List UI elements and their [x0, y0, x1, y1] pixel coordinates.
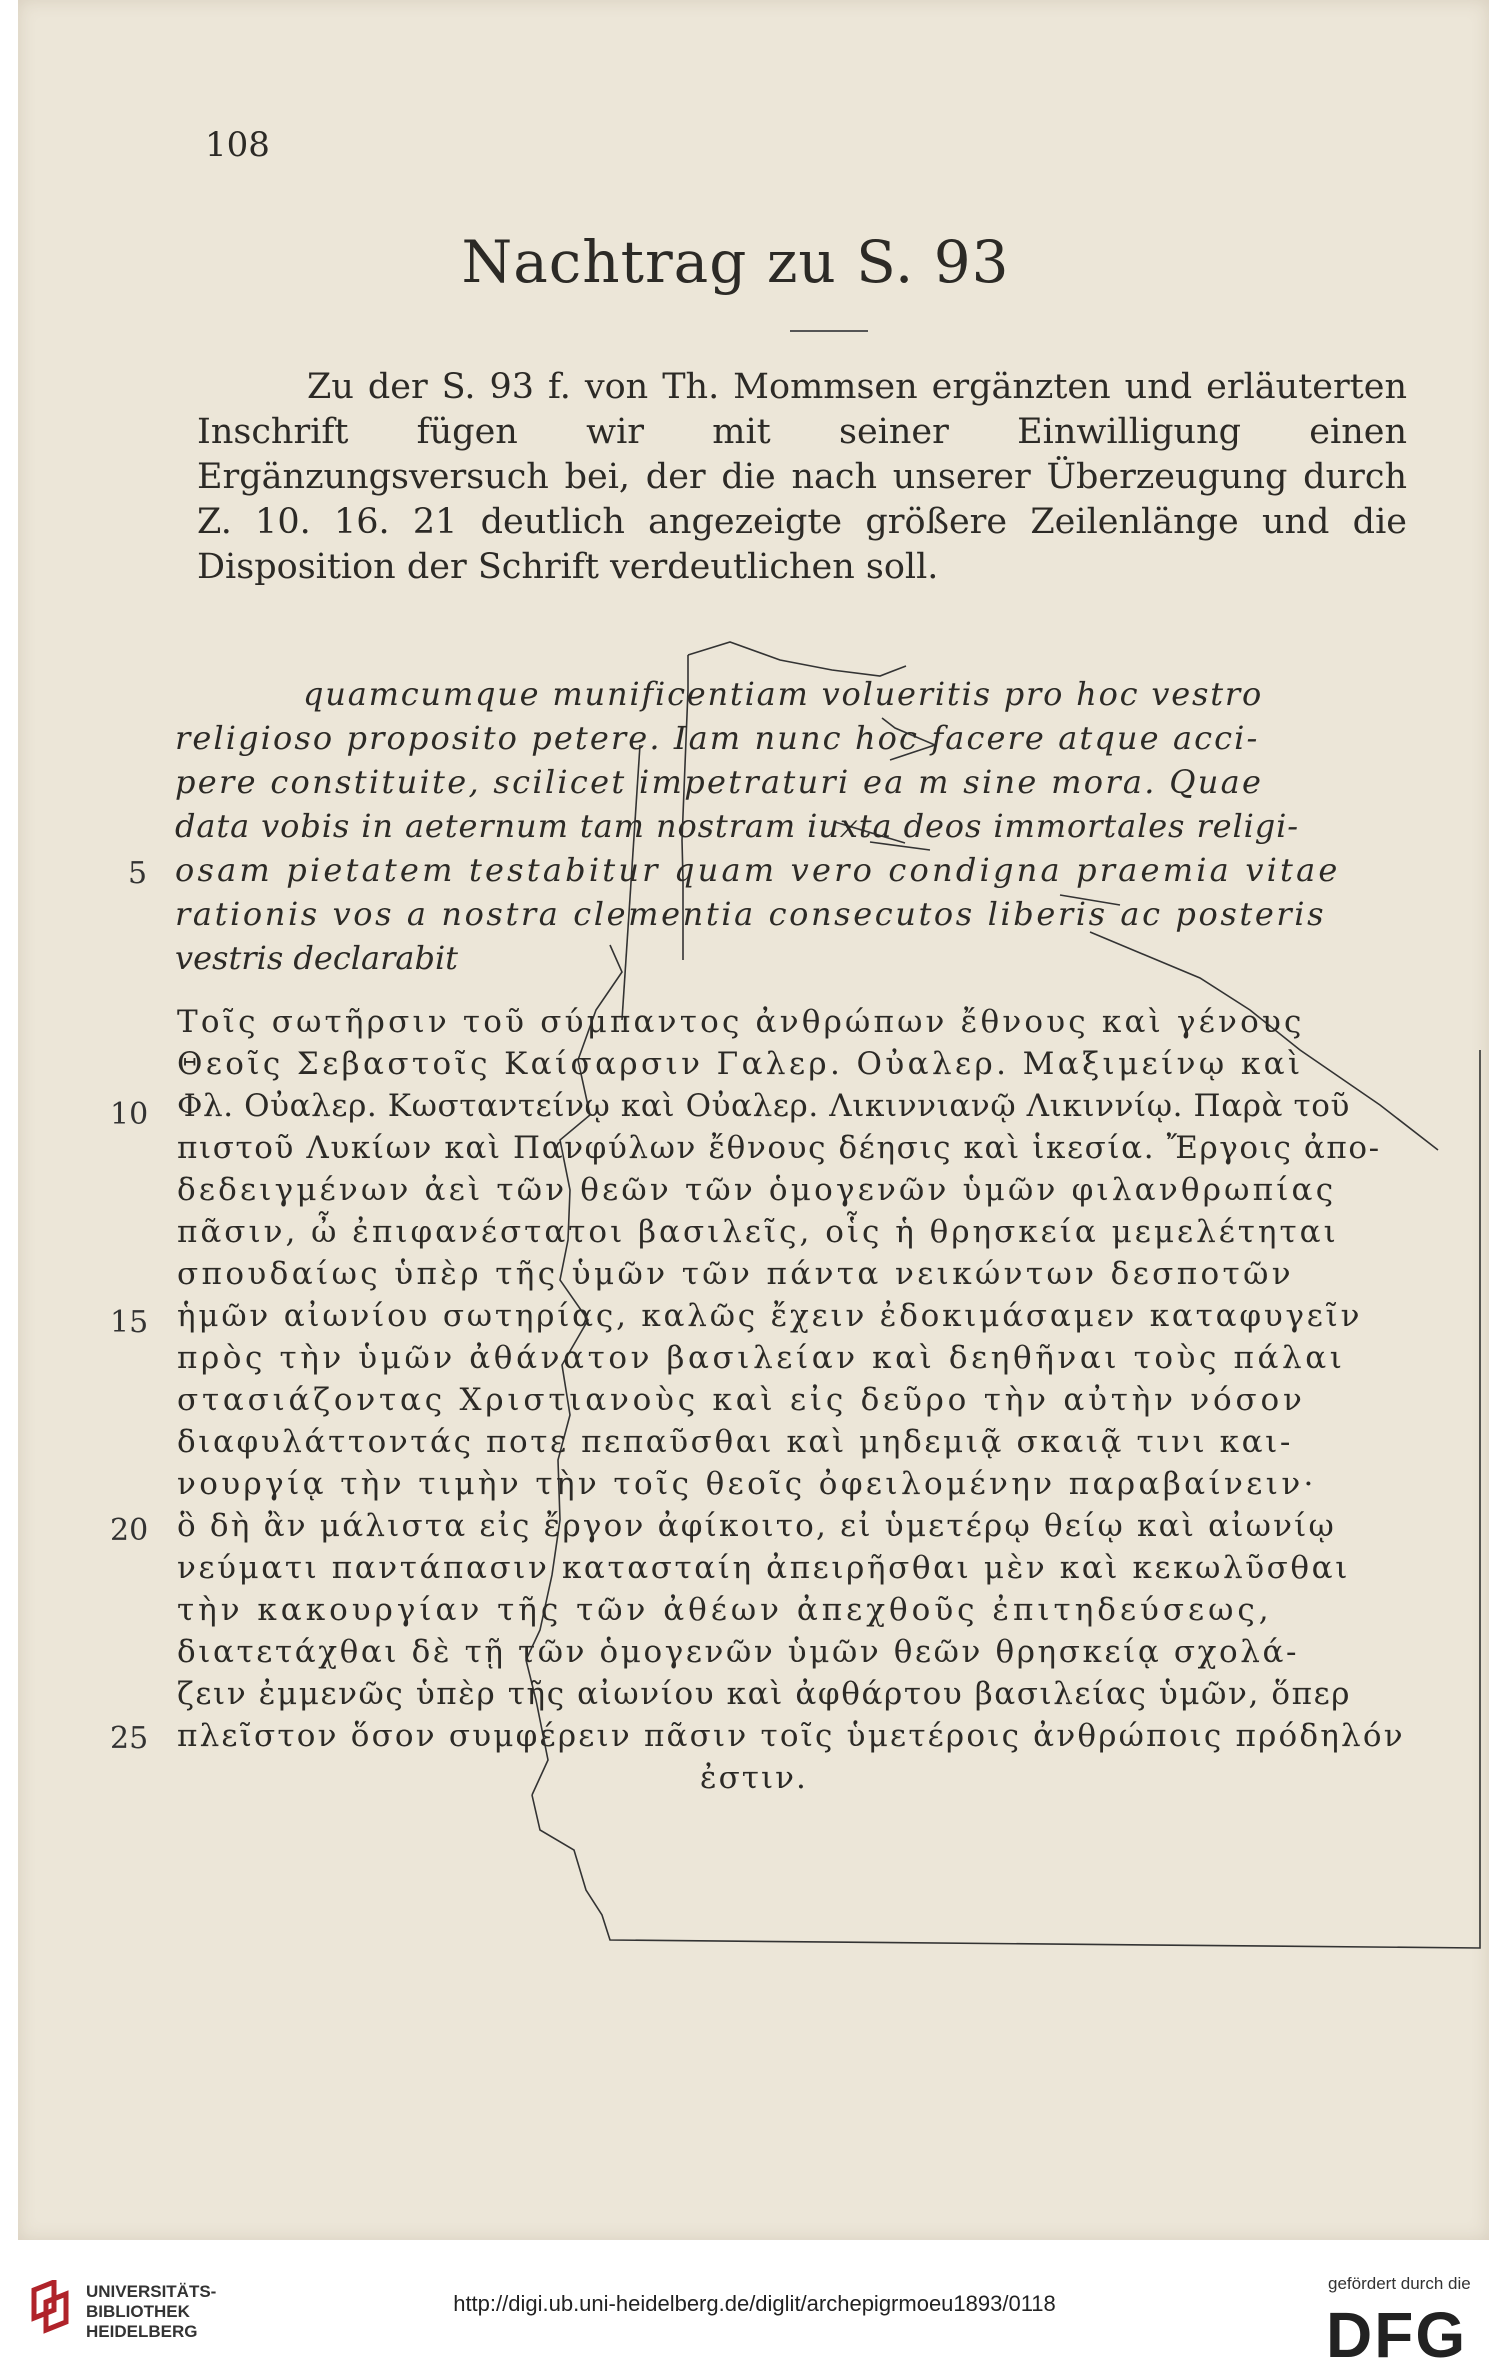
- latin-line: osam pietatem testabitur quam vero condigna praemia vitae: [175, 851, 1341, 889]
- latin-line: religioso proposito petere. Iam nunc hoc facere atque acci-: [175, 719, 1260, 757]
- dfg-logo: DFG: [1326, 2299, 1468, 2371]
- intro-text: Zu der S. 93 f. von Th. Mommsen ergänzten und erläuterten Inschrift fügen wir mit seiner Einwilligung einen Ergänzungsversuch bei, der die nach unserer Überzeugung durch Z. 10. 16. 21 deutlich angezeigte größere Zeilenlänge und die Disposition der Schrift verdeutlichen soll.: [197, 367, 1407, 587]
- greek-line: πιστοῦ Λυκίων καὶ Πανφύλων ἔθνους δέησις καὶ ἱκεσία. Ἔργοις ἀπο-: [177, 1130, 1381, 1166]
- greek-line: Τοῖς σωτῆρσιν τοῦ σύμπαντος ἀνθρώπων ἔθνους καὶ γένους: [177, 1004, 1305, 1040]
- greek-line: δεδειγμένων ἀεὶ τῶν θεῶν τῶν ὁμογενῶν ὑμῶν φιλανθρωπίας: [177, 1172, 1337, 1208]
- latin-line: quamcumque munificentiam volueritis pro hoc vestro: [303, 675, 1264, 713]
- greek-line: πᾶσιν, ὦ ἐπιφανέστατοι βασιλεῖς, οἷς ἡ θρησκεία μεμελέτηται: [177, 1214, 1339, 1250]
- greek-line: ἡμῶν αἰωνίου σωτηρίας, καλῶς ἔχειν ἐδοκιμάσαμεν καταφυγεῖν: [177, 1298, 1363, 1334]
- latin-line: pere constituite, scilicet impetraturi ea m sine mora. Quae: [175, 763, 1264, 801]
- university-name: UNIVERSITÄTS- BIBLIOTHEK HEIDELBERG: [86, 2282, 217, 2341]
- source-url[interactable]: http://digi.ub.uni-heidelberg.de/diglit/archepigrmoeu1893/0118: [453, 2291, 1056, 2316]
- greek-line: πλεῖστον ὅσον συμφέρειν πᾶσιν τοῖς ὑμετέροις ἀνθρώποις πρόδηλόν: [177, 1718, 1405, 1754]
- page-title: Nachtrag zu S. 93: [461, 228, 1010, 296]
- greek-line: ζειν ἐμμενῶς ὑπὲρ τῆς αἰωνίου καὶ ἀφθάρτου βασιλείας ὑμῶν, ὅπερ: [177, 1676, 1352, 1712]
- greek-line: διαφυλάττοντάς ποτε πεπαῦσθαι καὶ μηδεμιᾷ σκαιᾷ τινι και-: [177, 1424, 1294, 1460]
- greek-line: νεύματι παντάπασιν κατασταίη ἀπειρῆσθαι μὲν καὶ κεκωλῦσθαι: [177, 1550, 1350, 1586]
- greek-line: στασιάζοντας Χριστιανοὺς καὶ εἰς δεῦρο τὴν αὐτὴν νόσον: [177, 1382, 1306, 1418]
- page-number: 108: [205, 125, 270, 165]
- line-number-15: 15: [110, 1305, 149, 1340]
- latin-line: rationis vos a nostra clementia consecutos liberis ac posteris: [175, 895, 1327, 933]
- line-number-20: 20: [110, 1513, 149, 1548]
- sponsor-label: gefördert durch die: [1328, 2274, 1471, 2293]
- line-number-25: 25: [110, 1721, 149, 1756]
- latin-line: data vobis in aeternum tam nostram iuxta deos immortales religi-: [175, 807, 1299, 845]
- greek-line: ὃ δὴ ἂν μάλιστα εἰς ἔργον ἀφίκοιτο, εἰ ὑμετέρῳ θείῳ καὶ αἰωνίῳ: [177, 1508, 1336, 1544]
- greek-line: τὴν κακουργίαν τῆς τῶν ἀθέων ἀπεχθοῦς ἐπιτηδεύσεως,: [177, 1592, 1273, 1628]
- greek-line: διατετάχθαι δὲ τῇ τῶν ὁμογενῶν ὑμῶν θεῶν θρησκείᾳ σχολά-: [177, 1634, 1300, 1670]
- greek-line: Θεοῖς Σεβαστοῖς Καίσαρσιν Γαλερ. Οὐαλερ. Μαξιμείνῳ καὶ: [177, 1046, 1304, 1082]
- greek-line: ἐστιν.: [700, 1760, 808, 1796]
- latin-line: vestris declarabit: [175, 939, 459, 977]
- greek-line: νουργίᾳ τὴν τιμὴν τὴν τοῖς θεοῖς ὀφειλομένην παραβαίνειν·: [177, 1466, 1317, 1502]
- greek-line: σπουδαίως ὑπὲρ τῆς ὑμῶν τῶν πάντα νεικώντων δεσποτῶν: [177, 1256, 1295, 1292]
- greek-line: Φλ. Οὐαλερ. Κωσταντείνῳ καὶ Οὐαλερ. Λικιννιανῷ Λικιννίῳ. Παρὰ τοῦ: [177, 1088, 1350, 1124]
- line-number-10: 10: [110, 1097, 149, 1132]
- line-number-5: 5: [128, 856, 148, 891]
- greek-line: πρὸς τὴν ὑμῶν ἀθάνατον βασιλείαν καὶ δεηθῆναι τοὺς πάλαι: [177, 1340, 1346, 1376]
